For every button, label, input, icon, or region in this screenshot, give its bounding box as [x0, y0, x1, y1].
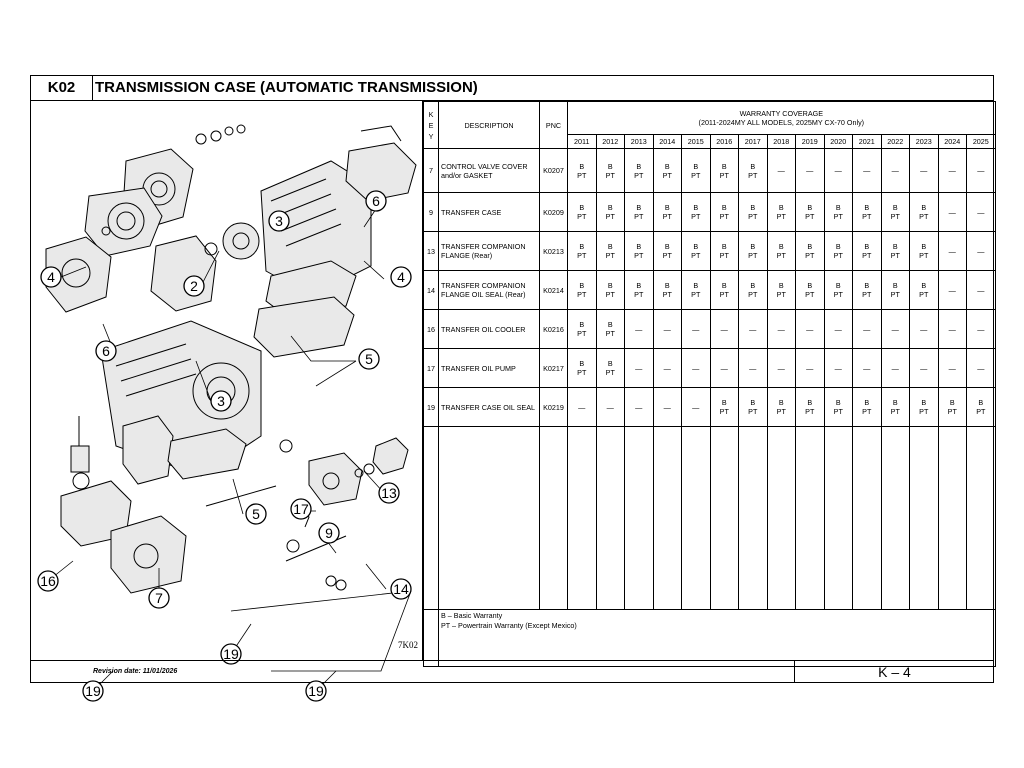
table-row: [424, 193, 996, 232]
coverage-cell: —: [881, 349, 910, 388]
callout-4-right: [391, 267, 411, 287]
coverage-cell: B PT: [682, 232, 711, 271]
coverage-cell: —: [625, 349, 654, 388]
coverage-cell: —: [653, 349, 682, 388]
coverage-cell: B PT: [710, 149, 739, 193]
callout-4-left: [41, 267, 61, 287]
control-valve-cover: [123, 416, 173, 484]
warranty-table-panel: [423, 101, 993, 660]
coverage-cell: B PT: [568, 193, 597, 232]
coverage-cell: —: [682, 349, 711, 388]
coverage-cell: B PT: [710, 232, 739, 271]
year-header: 2023: [910, 135, 939, 149]
table-row: [424, 232, 996, 271]
key-cell: 9: [424, 193, 439, 232]
pnc-cell: K0219: [540, 388, 568, 427]
coverage-cell: —: [596, 388, 625, 427]
coverage-cell: B PT: [625, 149, 654, 193]
key-header: K E Y: [424, 102, 439, 149]
coverage-cell: B PT: [853, 193, 882, 232]
callout-2: [184, 276, 204, 296]
coverage-subtitle: (2011-2024MY ALL MODELS, 2025MY CX-70 Only): [698, 118, 865, 127]
coverage-cell: B PT: [910, 232, 939, 271]
coverage-cell: B PT: [568, 232, 597, 271]
key-cell: 16: [424, 310, 439, 349]
callout-6-top: [366, 191, 386, 211]
coverage-cell: —: [682, 310, 711, 349]
coverage-cell: —: [967, 349, 996, 388]
svg-text:5: 5: [252, 506, 260, 522]
year-header: 2016: [710, 135, 739, 149]
coverage-cell: B PT: [739, 232, 768, 271]
coverage-cell: —: [967, 271, 996, 310]
coverage-cell: —: [910, 310, 939, 349]
coverage-cell: —: [682, 388, 711, 427]
coverage-cell: —: [625, 310, 654, 349]
description-cell: TRANSFER CASE OIL SEAL: [439, 388, 540, 427]
coverage-cell: B PT: [967, 388, 996, 427]
callout-14: [391, 579, 411, 599]
coverage-cell: B PT: [739, 193, 768, 232]
coverage-cell: —: [824, 149, 853, 193]
rear-extension-housing: [346, 126, 416, 201]
coverage-cell: —: [796, 349, 825, 388]
coverage-cell: B PT: [824, 388, 853, 427]
coverage-cell: —: [881, 310, 910, 349]
valve-body-upper: [254, 261, 356, 357]
coverage-cell: B PT: [881, 271, 910, 310]
coverage-cell: —: [853, 349, 882, 388]
coverage-cell: —: [967, 232, 996, 271]
coverage-cell: —: [796, 310, 825, 349]
callout-19-left: [83, 681, 103, 701]
svg-text:14: 14: [393, 581, 409, 597]
coverage-cell: B PT: [853, 271, 882, 310]
callout-16: [38, 571, 58, 591]
coverage-cell: —: [938, 232, 967, 271]
coverage-cell: B PT: [568, 149, 597, 193]
svg-text:13: 13: [381, 485, 397, 501]
diagram-code: 7K02: [398, 640, 418, 650]
coverage-cell: B PT: [682, 271, 711, 310]
svg-text:19: 19: [85, 683, 101, 699]
callout-7: [149, 588, 169, 608]
coverage-cell: B PT: [824, 232, 853, 271]
coverage-cell: B PT: [824, 193, 853, 232]
callout-3-lower: [211, 391, 231, 411]
oil-cooler: [71, 416, 89, 489]
svg-text:6: 6: [102, 343, 110, 359]
coverage-cell: B PT: [596, 193, 625, 232]
coverage-cell: B PT: [767, 388, 796, 427]
coverage-cell: —: [824, 349, 853, 388]
coverage-cell: —: [653, 310, 682, 349]
revision-date: Revision date: 11/01/2026: [93, 668, 178, 675]
description-header: DESCRIPTION: [439, 102, 540, 149]
svg-text:2: 2: [190, 278, 198, 294]
pnc-cell: K0209: [540, 193, 568, 232]
year-header: 2025: [967, 135, 996, 149]
coverage-cell: B PT: [710, 388, 739, 427]
year-header: 2024: [938, 135, 967, 149]
section-code: K02: [31, 76, 93, 100]
legend: [439, 610, 995, 632]
callout-13: [379, 483, 399, 503]
legend-item: PT – Powertrain Warranty (Except Mexico): [441, 621, 577, 630]
table-row: [424, 149, 996, 193]
coverage-cell: B PT: [710, 271, 739, 310]
svg-text:16: 16: [40, 573, 56, 589]
coverage-cell: B PT: [767, 232, 796, 271]
coverage-cell: B PT: [739, 271, 768, 310]
coverage-cell: —: [938, 310, 967, 349]
coverage-cell: —: [796, 149, 825, 193]
pnc-cell: K0213: [540, 232, 568, 271]
svg-text:19: 19: [308, 683, 324, 699]
coverage-cell: B PT: [653, 149, 682, 193]
transfer-case-lower: [309, 453, 362, 505]
oil-pump-assembly: [205, 223, 259, 259]
callout-5-lower: [246, 504, 266, 524]
year-header: 2015: [682, 135, 711, 149]
rear-companion-flange: [355, 438, 408, 477]
coverage-cell: —: [910, 349, 939, 388]
description-cell: TRANSFER COMPANION FLANGE OIL SEAL (Rear): [439, 271, 540, 310]
callout-19-right: [306, 681, 326, 701]
coverage-cell: —: [710, 349, 739, 388]
year-header: 2020: [824, 135, 853, 149]
coverage-cell: B PT: [625, 232, 654, 271]
svg-text:4: 4: [47, 269, 55, 285]
coverage-cell: B PT: [653, 232, 682, 271]
title-bar: [31, 76, 993, 101]
coverage-cell: —: [568, 388, 597, 427]
coverage-cell: —: [653, 388, 682, 427]
coverage-cell: B PT: [568, 349, 597, 388]
callout-5-top: [359, 349, 379, 369]
empty-row: [424, 427, 996, 610]
year-header: 2017: [739, 135, 768, 149]
coverage-cell: B PT: [767, 271, 796, 310]
year-header: 2022: [881, 135, 910, 149]
coverage-cell: —: [767, 310, 796, 349]
coverage-cell: —: [967, 310, 996, 349]
coverage-cell: B PT: [625, 271, 654, 310]
coverage-cell: B PT: [653, 193, 682, 232]
year-header: 2013: [625, 135, 654, 149]
svg-text:6: 6: [372, 193, 380, 209]
key-cell: 14: [424, 271, 439, 310]
page-title: TRANSMISSION CASE (AUTOMATIC TRANSMISSION): [95, 79, 478, 96]
description-cell: TRANSFER COMPANION FLANGE (Rear): [439, 232, 540, 271]
coverage-cell: —: [853, 149, 882, 193]
description-cell: TRANSFER OIL COOLER: [439, 310, 540, 349]
coverage-cell: B PT: [881, 388, 910, 427]
coverage-cell: —: [881, 149, 910, 193]
coverage-cell: B PT: [796, 193, 825, 232]
coverage-cell: B PT: [568, 271, 597, 310]
coverage-cell: —: [853, 310, 882, 349]
coverage-cell: —: [739, 310, 768, 349]
coverage-cell: B PT: [568, 310, 597, 349]
page-number: K – 4: [794, 661, 994, 683]
svg-text:9: 9: [325, 525, 333, 541]
svg-text:17: 17: [293, 501, 309, 517]
coverage-cell: B PT: [682, 149, 711, 193]
year-header: 2011: [568, 135, 597, 149]
coverage-cell: B PT: [796, 271, 825, 310]
coverage-cell: B PT: [796, 388, 825, 427]
svg-text:19: 19: [223, 646, 239, 662]
callout-6-left: [96, 341, 116, 361]
description-cell: TRANSFER CASE: [439, 193, 540, 232]
coverage-cell: B PT: [853, 232, 882, 271]
table-row: [424, 388, 996, 427]
coverage-cell: B PT: [710, 193, 739, 232]
coverage-cell: —: [967, 193, 996, 232]
coverage-cell: —: [767, 349, 796, 388]
coverage-cell: B PT: [625, 193, 654, 232]
year-header: 2018: [767, 135, 796, 149]
coverage-cell: —: [625, 388, 654, 427]
coverage-cell: —: [938, 193, 967, 232]
coverage-cell: B PT: [796, 232, 825, 271]
year-header: 2014: [653, 135, 682, 149]
legend-item: B – Basic Warranty: [441, 611, 503, 620]
pnc-cell: K0217: [540, 349, 568, 388]
coverage-cell: B PT: [596, 271, 625, 310]
coverage-cell: —: [710, 310, 739, 349]
key-cell: 13: [424, 232, 439, 271]
coverage-cell: B PT: [739, 149, 768, 193]
key-cell: 17: [424, 349, 439, 388]
callout-3-top: [269, 211, 289, 231]
description-cell: TRANSFER OIL PUMP: [439, 349, 540, 388]
key-cell: 7: [424, 149, 439, 193]
legend-row: [424, 610, 996, 667]
pnc-cell: K0214: [540, 271, 568, 310]
svg-text:3: 3: [217, 393, 225, 409]
table-row: [424, 271, 996, 310]
description-cell: CONTROL VALVE COVER and/or GASKET: [439, 149, 540, 193]
coverage-cell: B PT: [910, 271, 939, 310]
svg-text:4: 4: [397, 269, 405, 285]
page-footer: [31, 660, 993, 683]
coverage-cell: —: [739, 349, 768, 388]
coverage-cell: B PT: [596, 310, 625, 349]
coverage-cell: B PT: [938, 388, 967, 427]
coverage-cell: B PT: [853, 388, 882, 427]
year-header: 2012: [596, 135, 625, 149]
coverage-cell: —: [967, 149, 996, 193]
coverage-cell: B PT: [596, 232, 625, 271]
parts-sheet: [30, 75, 994, 699]
svg-text:7: 7: [155, 590, 163, 606]
table-body: [424, 149, 996, 667]
year-header: 2019: [796, 135, 825, 149]
table-row: [424, 349, 996, 388]
coverage-cell: —: [938, 271, 967, 310]
svg-text:3: 3: [275, 213, 283, 229]
coverage-cell: —: [767, 149, 796, 193]
coverage-cell: —: [938, 149, 967, 193]
callout-9: [319, 523, 339, 543]
coverage-cell: B PT: [910, 388, 939, 427]
pnc-cell: K0207: [540, 149, 568, 193]
coverage-cell: B PT: [881, 193, 910, 232]
coverage-cell: B PT: [739, 388, 768, 427]
coverage-cell: —: [824, 310, 853, 349]
warranty-table: [423, 101, 996, 667]
pnc-header: PNC: [540, 102, 568, 149]
coverage-cell: —: [938, 349, 967, 388]
svg-text:5: 5: [365, 351, 373, 367]
coverage-title: WARRANTY COVERAGE: [739, 109, 824, 118]
coverage-cell: B PT: [767, 193, 796, 232]
coverage-cell: B PT: [881, 232, 910, 271]
coverage-cell: —: [910, 149, 939, 193]
key-cell: 19: [424, 388, 439, 427]
callout-17: [291, 499, 311, 519]
transfer-housing-bottom: [111, 516, 186, 593]
pnc-cell: K0216: [540, 310, 568, 349]
coverage-cell: B PT: [596, 349, 625, 388]
coverage-cell: B PT: [910, 193, 939, 232]
coverage-cell: B PT: [653, 271, 682, 310]
table-row: [424, 310, 996, 349]
year-header: 2021: [853, 135, 882, 149]
coverage-header: [568, 102, 996, 135]
coverage-cell: B PT: [824, 271, 853, 310]
coverage-cell: B PT: [682, 193, 711, 232]
coverage-cell: B PT: [596, 149, 625, 193]
